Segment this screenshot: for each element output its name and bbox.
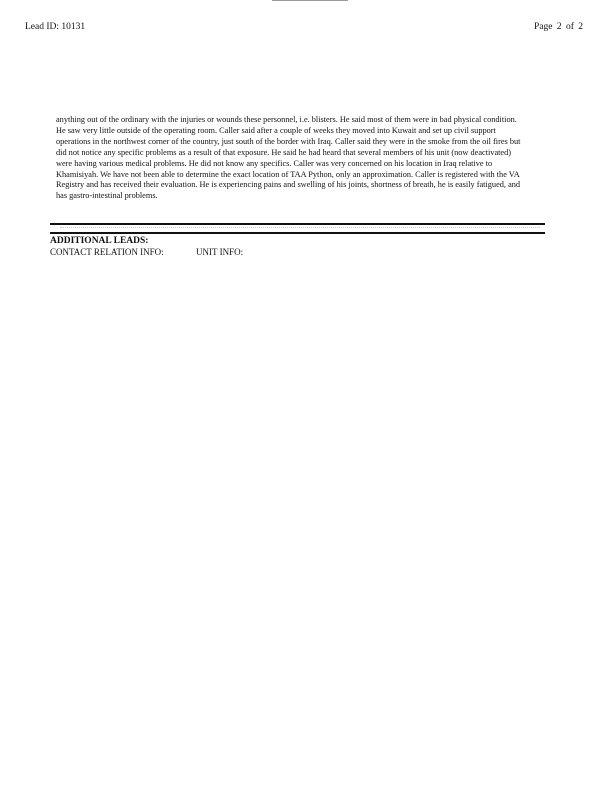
page-number: Page 2 of 2: [533, 22, 583, 32]
section-divider-top: [50, 223, 545, 225]
top-scan-rule: [272, 0, 348, 1]
narrative-paragraph: anything out of the ordinary with the injuries or wounds these personnel, i.e. blisters. He said most of them were in bad physical condition. He saw very little outside of the operating room. Caller said after a couple of weeks they moved into Kuwait and set up civil support operations in the northwest corner of the country, just south of the border with Iraq. Caller said they were in the smoke from the oil fires but did not notice any specific problems as a result of that exposure. He said he had heard that several members of his unit (now deactivated) were having various medical problems. He did not know any specifics. Caller was very concerned on his location in Iraq relative to Khamisiyah. We have not been able to determine the exact location of TAA Python, only an approximation. Caller is registered with the VA Registry and has received their evaluation. He is experiencing pains and swelling of his joints, shortness of breath, he is easily fatigued, and has gastro-intestinal problems.: [56, 115, 521, 201]
faint-scan-line: [60, 227, 540, 230]
unit-info-label: UNIT INFO:: [196, 247, 244, 257]
additional-leads-title: ADDITIONAL LEADS:: [50, 236, 149, 246]
lead-id: Lead ID: 10131: [25, 22, 86, 32]
additional-leads-fields: [50, 247, 545, 258]
contact-relation-label: CONTACT RELATION INFO:: [50, 247, 164, 257]
page-header: [25, 22, 583, 36]
additional-leads-section: [50, 236, 545, 258]
narrative-body: [56, 115, 522, 202]
section-divider-bottom: [50, 232, 545, 234]
